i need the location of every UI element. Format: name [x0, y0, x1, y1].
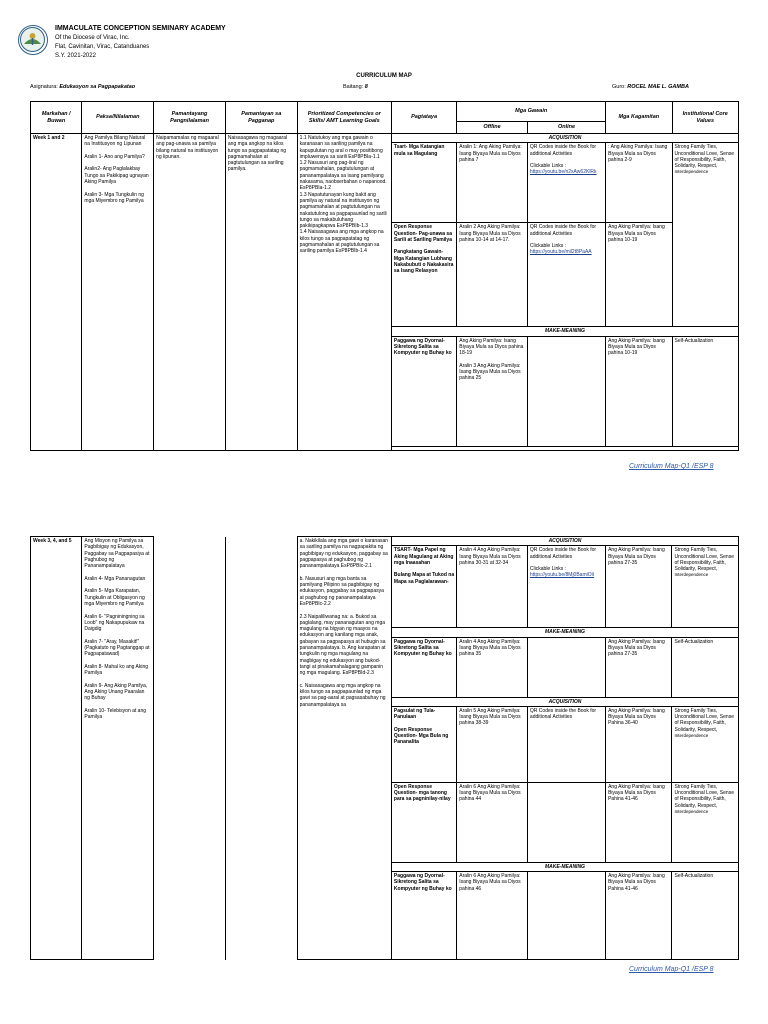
kagamitan-cell: Ang Aking Pamilya: Isang Biyaya Mula sa Diyos pahina 10-19 [606, 223, 672, 327]
kagamitan-cell: Ang Aking Pamilya: Isang Biyaya Mula sa Diyos pahina 27-35 [606, 546, 672, 628]
pagtataya-cell: Paggawa ng Dyornal- Sikretong Salita sa Kompyuter ng Buhay ko [391, 872, 456, 960]
curriculum-table-1 [30, 101, 739, 451]
online-text: QR Codes inside the Book for additional Activities Clickable Links : [529, 547, 597, 573]
school-year: S.Y. 2021-2022 [55, 53, 96, 59]
teacher-label: Guro: [612, 84, 626, 90]
online-cell [527, 336, 605, 446]
pagtataya-cell [391, 706, 456, 782]
col-mga-gawain: Mga Gawain [457, 102, 606, 122]
grade-line [343, 84, 368, 90]
offline-cell: Aralin 4 Ang Aking Pamilya: Isang Biyaya Mula sa Diyos pahina 30-31 at 32-34 [457, 546, 528, 628]
online-cell: QR Codes inside the Book for additional Activities [527, 706, 605, 782]
core-values-extra: Interdependence [674, 572, 709, 578]
paksa-cell: Ang Pamilya Bilang Natural na Institusyon ng Lipunan Aralin 1- Ano ang Pamilya? Aralin2- Ang Paglalakbay Tungo sa Pakikipag ugnayan Aking Pamilya Aralin 3- Mga Tungkulin ng mga Miyembro ng Pamilya [82, 134, 154, 451]
core-values-cell: Self-Actualization [672, 637, 739, 697]
pagtataya-item: Bulang Mapa at Tukod na Mapa sa Paglalarawan- [393, 572, 455, 585]
school-name: IMMACULATE CONCEPTION SEMINARY ACADEMY [55, 25, 226, 32]
online-cell [527, 223, 605, 327]
offline-cell: Aralin 1: Ang Aking Pamilya: Isang Biyaya Mula sa Diyos pahina 7 [457, 143, 528, 223]
core-values-extra: Interdependence [674, 809, 709, 815]
core-values-cell [672, 546, 739, 628]
teacher-value: ROCEL MAE L. GAMBA [627, 84, 689, 90]
core-values-text: Strong Family Ties, Unconditional Love, Sense of Responsibility, Faith, Solidarity, Respect, [674, 707, 734, 733]
pagtataya-item: TSART- Mga Papel ng Aking Magulang at Aking mga Inaasahan [393, 547, 454, 566]
week-label: Week 3, 4, and 5 [31, 537, 82, 960]
col-pamantayan-pagganap: Pamantayan sa Pagganap [225, 102, 297, 134]
subject-label: Asignatura: [30, 84, 58, 90]
kagamitan-cell: Ang Aking Pamilya: Isang Biyaya Mula sa Diyos Pahina 41-46 [606, 872, 672, 960]
core-values-extra: Interdependence [674, 733, 709, 739]
col-online: Online [527, 122, 605, 134]
pagganap-cell [225, 537, 297, 960]
subject-line [30, 84, 135, 90]
offline-cell: Aralin 4 Ang Aking Pamilya: Isang Biyaya Mula sa Diyos pahina 35 [457, 637, 528, 697]
online-cell [527, 143, 605, 223]
pagtataya-cell: Tsart- Mga Katangian mula sa Magulang [391, 143, 456, 223]
online-text: QR Codes inside the Book for additional Activities Clickable Links : [529, 144, 597, 170]
pagtataya-cell [391, 223, 456, 327]
paksa-cell: Ang Misyon ng Pamilya sa Pagbibigay ng Edukasyon, Paggabay sa Pagpapasiya at Paghubog ng Pananampalataya Aralin 4- Mga Pananagutan Aralin 5- Mga Karapatan, Tungkulin at Obligasyon ng mga Miyembro ng Pamilya Aralin 6- "Pagniningning sa Loob" ng Nakapupukaw na Daigdig Aralin 7- "Aray, Masakit!" (Pagkatuto ng Pagtanggap at Pagpapatawad) Aralin 8- Mahal ko ang Aking Pamilya Aralin 9- Ang Aking Pamilya, Ang Aking Unang Paaralan ng Buhay Aralin 10- Telebisyon at ang Pamilya [82, 537, 154, 960]
kagamitan-cell: Ang Aking Pamilya: Isang Biyaya Mula sa Diyos pahina 27-35 [606, 637, 672, 697]
band-acquisition: ACQUISITION [391, 134, 738, 143]
col-pagtataya: Pagtataya [391, 102, 456, 134]
band-acquisition: ACQUISITION [391, 697, 738, 706]
online-cell [527, 637, 605, 697]
online-text: QR Codes inside the Book for additional Activities Clickable Links : [529, 224, 597, 250]
pagtataya-item: Pangkatang Gawain- Mga Katangian Lubhang Nakabubuti o Nakakasira sa Isang Relasyon [393, 249, 454, 275]
col-core-values: Institutional Core Values [672, 102, 738, 134]
band-make-meaning: MAKE-MEANING [391, 862, 738, 871]
kagamitan-cell: Ang Aking Pamilya: Isang Biyaya Mula sa Diyos Pahina 36-40 [606, 706, 672, 782]
youtube-link[interactable]: https://youtu.be/mil2t8PaAA [529, 249, 592, 256]
online-cell [527, 872, 605, 960]
kagamitan-cell: Ang Aking Pamilya: Isang Biyaya Mula sa Diyos Pahina 41-46 [606, 782, 672, 862]
online-cell [527, 546, 605, 628]
teacher-line [612, 84, 689, 90]
grade-label: Baitang: [343, 84, 364, 90]
offline-cell: Aralin 6 Ang Aking Pamilya: Isang Biyaya Mula sa Diyos pahina 46 [457, 872, 528, 960]
band-acquisition: ACQUISITION [391, 537, 738, 546]
core-values-cell: Self-Actualization [672, 872, 739, 960]
page-title: CURRICULUM MAP [356, 73, 412, 79]
offline-cell: Aralin 6 Ang Aking Pamilya: Isang Biyaya Mula sa Diyos pahina 44 [457, 782, 528, 862]
pagtataya-cell: Open Response Question- mga tanong para sa pagninilay-nilay [391, 782, 456, 862]
band-make-meaning: MAKE-MEANING [391, 327, 738, 336]
diocese: Of the Diocese of Virac, Inc. [55, 35, 130, 41]
blank-cell [391, 446, 738, 450]
competencies-cell: 1.1 Natutukoy ang mga gawain o karanasan sa sariling pamilya na kapupulutan ng aral o may positibong impluwensya sa sarili EsP8PBIa-1.1 1.2 Nasusuri ang pag-iiral ng pagmamahalan, pagtutulungan at pananampalataya sa isang pamilyang nakasama, naobserbahan o napanood. EsP8PBIa-1.2 1.3 Napatutunayan kung bakit ang pamilya ay natural na institusyon ng pagmamahalan at pagtutulungan na nakatutulong sa pagpapaunlad ng sarili tungo sa makabuluhang pakikipagkapwa EsP8PBIb-1.3 1.4 Naisasagawa ang mga angkop na kilos tungo sa pagpapatatag ng pagmamahalan at pagtutulungan sa sariling pamilya EsP8PBIb-1.4 [297, 134, 391, 451]
kagamitan-cell: : Ang Aking Pamilya: Isang Biyaya Mula sa Diyos pahina 2-9 [606, 143, 672, 223]
youtube-link[interactable]: https://youtu.be/8Mj0BamiOiI [529, 572, 595, 579]
school-logo [18, 25, 48, 55]
curriculum-table-2 [30, 536, 739, 960]
subject-value: Edukasyon sa Pagpapakatao [59, 84, 136, 90]
col-offline: Offline [457, 122, 528, 134]
offline-cell: Ang Aking Pamilya: Isang Biyaya Mula sa Diyos pahina 18-19 Aralin 3 Ang Aking Pamilya: Isang Biyaya Mula sa Diyos pahina 25 [457, 336, 528, 446]
pangnilalaman-cell [154, 537, 226, 960]
core-values-cell [672, 782, 739, 862]
competencies-cell: a. Nakikilala ang mga gawi o karanasan sa sariling pamilya na nagpapakita ng pagbibigay ng edukasyon, paggabay sa pagpapasya at paghubog ng pananampalataya EsP8PBIc-2.1 b. Nasusuri ang mga banta sa pamilyang Pilipino sa pagbibigay ng edukasyon, paggabay sa pagpapasya at paghubog ng pananampalataya EsP8PBIc-2.2 2.3 Naipaliliwanag na: a. Bukod sa paglalang, may pananagutan ang mga magulang na bigyan ng maayos na edukasyon ang kanilang mga anak, gabayan sa pagpapasya at hubugin sa pananampalataya. b. Ang karapatan at tungkulin ng mga magulang na magbigay ng edukasyon ang bukod-tangi at pinakamahalagang gampanin ng mga magulang. EsP8PBId-2.3 c. Naisasagawa ang mga angkop na kilos tungo sa pagpapaunlad ng mga gawi sa pag-aaral at pagsasabuhay ng pananampalataya sa [297, 537, 391, 960]
pagganap-cell: Naisasagawa ng magaaral ang mga angkop na kilos tungo sa pagpapatatag ng pagmamahalan at pagtutulungan sa sariling pamilya. [225, 134, 297, 451]
footer-label: Curriculum Map-Q1 /ESP 8 [629, 463, 714, 470]
offline-cell: Aralin 2 Ang Aking Pamilya: Isang Biyaya Mula sa Diyos pahina 10-14 at 14-17. [457, 223, 528, 327]
pagtataya-cell [391, 546, 456, 628]
col-pamantayang-pangnilalaman: Pamantayang Pangnilalaman [154, 102, 226, 134]
core-values-text: Strong Family Ties, Unconditional Love, Sense of Responsibility, Faith, Solidarity, Respect, [674, 547, 734, 573]
core-values-cell [672, 143, 738, 327]
core-values-cell [672, 706, 739, 782]
core-values-cell: Self-Actualization [672, 336, 738, 446]
core-values-text: Strong Family Ties, Unconditional Love, Sense of Responsibility, Faith, Solidarity, Respect, [674, 144, 735, 170]
pangnilalaman-cell: Naipamamalas ng magaaral ang pag-unawa sa pamilya bilang natural na institusyon ng lipunan. [154, 134, 226, 451]
address: Flat, Cavinitan, Virac, Catanduanes [55, 44, 150, 50]
offline-cell: Aralin 5 Ang Aking Pamilya: Isang Biyaya Mula sa Diyos pahina 38-39 [457, 706, 528, 782]
core-values-text: Strong Family Ties, Unconditional Love, Sense of Responsibility, Faith, Solidarity, Respect, [674, 783, 734, 809]
col-markahan: Markahan / Buwan [31, 102, 82, 134]
core-values-extra: Interdependence [674, 169, 709, 175]
col-prioritized: Prioritized Competencies or Skills/ AMT Learning Goals [297, 102, 391, 134]
pagtataya-item: Open Response Question- Mga Bula ng Pananalita [393, 726, 449, 746]
pagtataya-cell: Paggawa ng Dyornal- Sikretong Salita sa Kompyuter ng Buhay ko [391, 637, 456, 697]
week-label: Week 1 and 2 [31, 134, 82, 451]
pagtataya-cell: Paggawa ng Dyornal- Sikretong Salita sa Kompyuter ng Buhay ko [391, 336, 456, 446]
pagtataya-item: Pagsulat ng Tula- Panulaan [393, 707, 436, 721]
col-kagamitan: Mga Kagamitan [606, 102, 672, 134]
grade-value: 8 [364, 84, 368, 90]
youtube-link[interactable]: https://youtu.be/n2xAw62KlRk [529, 169, 597, 176]
kagamitan-cell: Ang Aking Pamilya: Isang Biyaya Mula sa Diyos pahina 10-19 [606, 336, 672, 446]
band-make-meaning: MAKE-MEANING [391, 628, 738, 637]
footer-label: Curriculum Map-Q1 /ESP 8 [629, 966, 714, 973]
pagtataya-item: Open Response Question- Pag-unawa sa Sarili at Sariling Pamilya [393, 224, 452, 243]
online-cell [527, 782, 605, 862]
col-paksa: Paksa/Nilalaman [82, 102, 154, 134]
